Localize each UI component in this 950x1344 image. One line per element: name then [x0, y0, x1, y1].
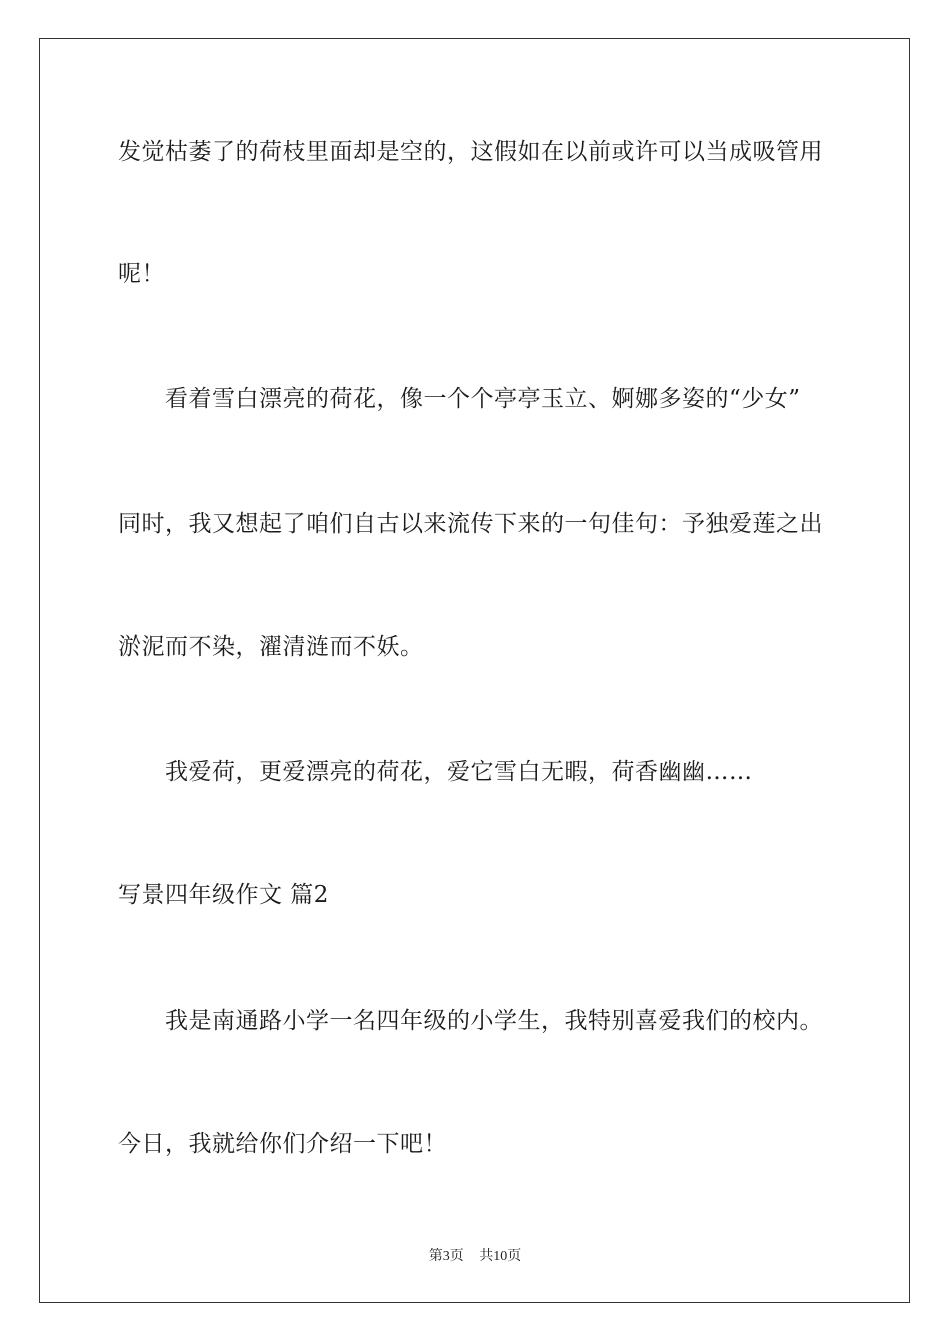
- body-line-1: 发觉枯萎了的荷枝里面却是空的，这假如在以前或许可以当成吸管用: [118, 139, 823, 165]
- body-line-9: 今日，我就给你们介绍一下吧！: [118, 1131, 447, 1157]
- page-number: 第3页: [428, 1249, 464, 1264]
- paragraph-line-8: 我是南通路小学一名四年级的小学生，我特别喜爱我们的校内。: [165, 1008, 823, 1034]
- body-line-5: 淤泥而不染，濯清涟而不妖。: [118, 634, 424, 660]
- paragraph-line-6: 我爱荷，更爱漂亮的荷花，爱它雪白无暇，荷香幽幽……: [165, 759, 753, 785]
- page-total: 共10页: [479, 1249, 522, 1264]
- paragraph-line-3: 看着雪白漂亮的荷花，像一个个亭亭玉立、婀娜多姿的“少女”: [165, 386, 801, 412]
- page-border: [39, 38, 910, 1303]
- section-heading: 写景四年级作文 篇2: [118, 882, 329, 908]
- body-line-4: 同时，我又想起了咱们自古以来流传下来的一句佳句：予独爱莲之出: [118, 511, 823, 537]
- page-footer: [0, 1247, 950, 1267]
- body-line-2: 呢！: [118, 261, 165, 287]
